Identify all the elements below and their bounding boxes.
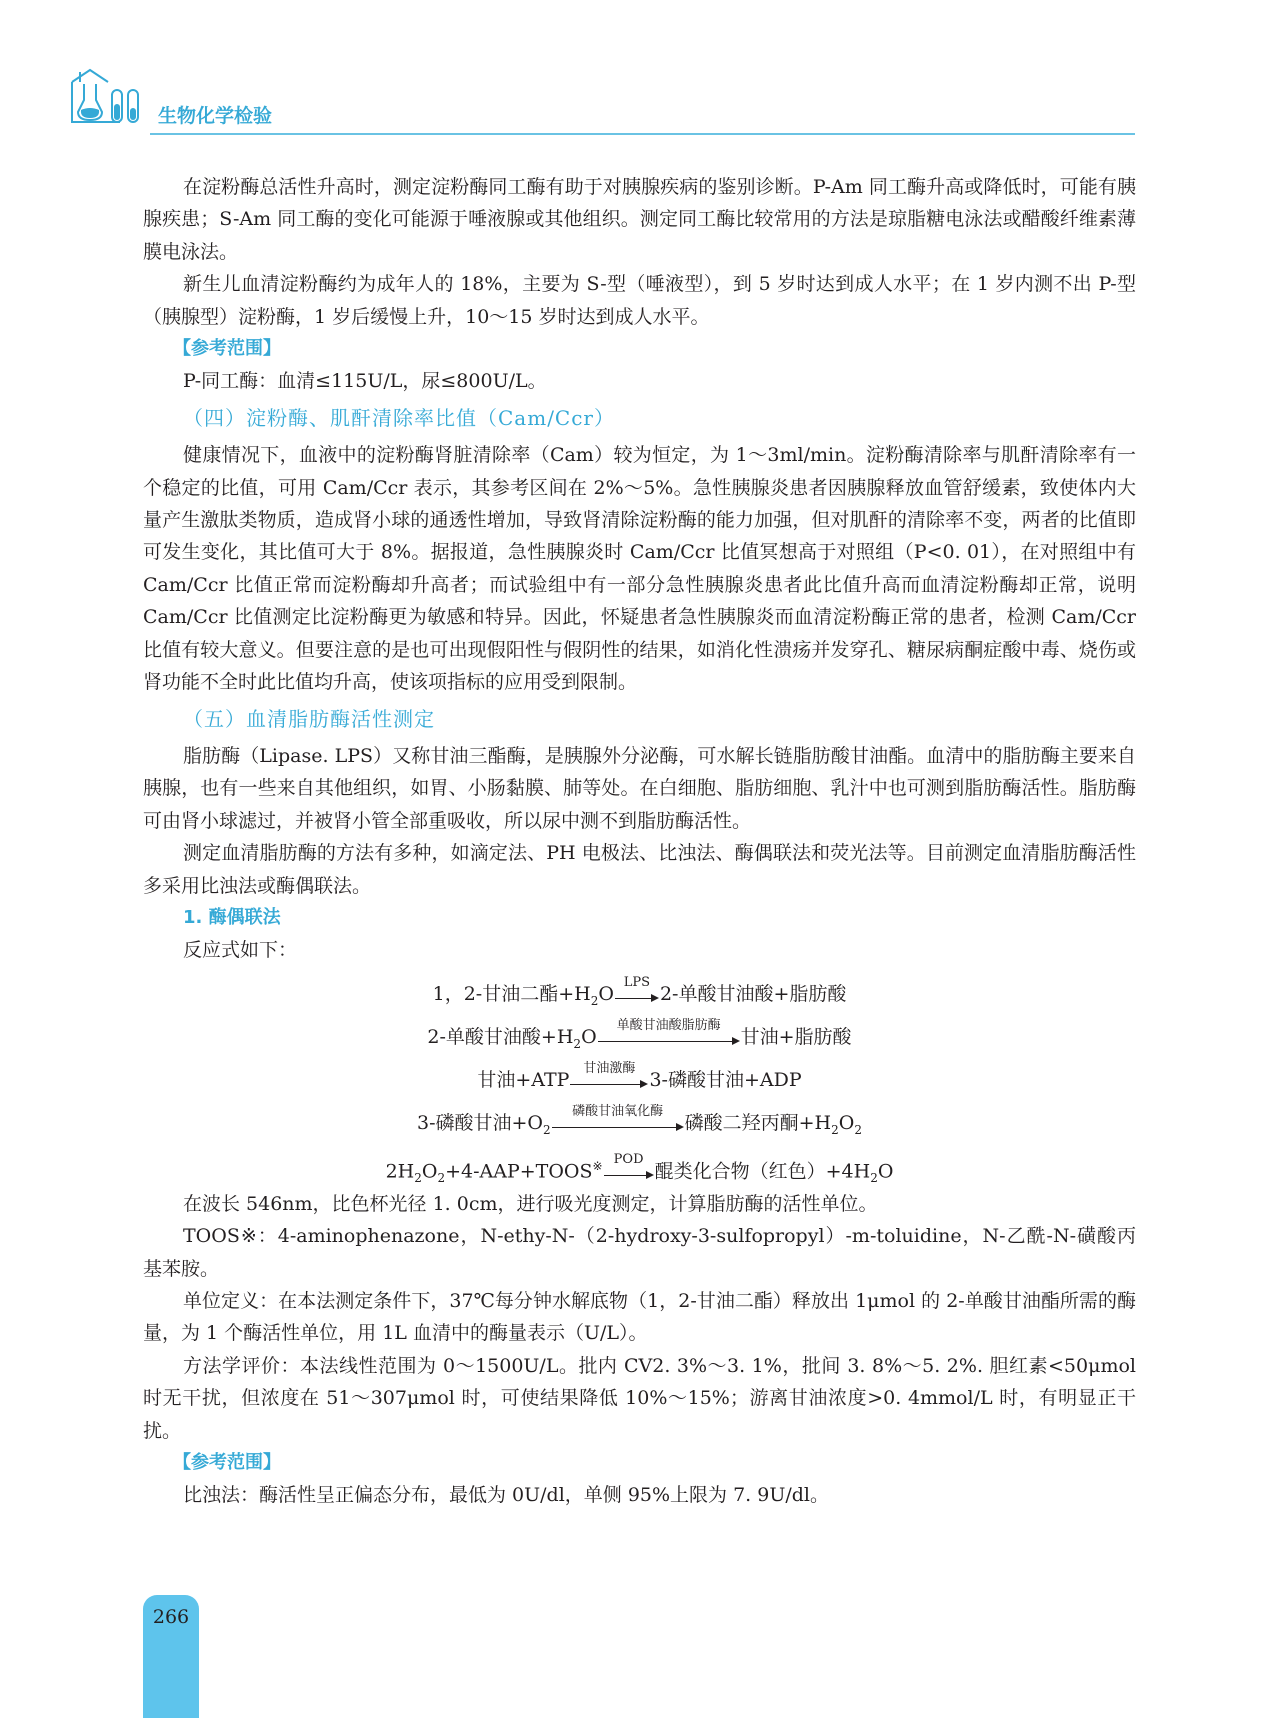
product: 磷酸二羟丙酮+H	[684, 1111, 832, 1134]
reactant: 甘油+ATP	[477, 1068, 570, 1091]
reaction-3	[143, 1059, 1136, 1102]
reaction-arrow	[570, 1060, 648, 1096]
product-suffix: O	[838, 1111, 855, 1134]
reactant-suffix: O	[598, 982, 614, 1005]
reactant: +4-AAP+TOOS	[445, 1160, 593, 1183]
subscript: 2	[870, 1170, 878, 1185]
paragraph-unit-definition: 单位定义：在本法测定条件下，37℃每分钟水解底物（1，2-甘油二酯）释放出 1μmol 的 2-单酸甘油酯所需的酶量，为 1 个酶活性单位，用 1L 血清中的酶量表示（U/L）。	[143, 1289, 1136, 1345]
paragraph-methods: 测定血清脂肪酶的方法有多种，如滴定法、PH 电极法、比浊法、酶偶联法和荧光法等。目前测定血清脂肪酶活性多采用比浊法或酶偶联法。	[143, 842, 1136, 897]
section-4-title: （四）淀粉酶、肌酐清除率比值（Cam/Ccr）	[183, 405, 615, 430]
reaction-2	[143, 1016, 1136, 1059]
book-title: 生物化学检验	[158, 105, 273, 127]
reference-range-heading-2: 【参考范围】	[173, 1452, 281, 1473]
reactant: 2-单酸甘油酸+H	[427, 1025, 574, 1048]
paragraph-lipase: 脂肪酶（Lipase. LPS）又称甘油三酯酶，是胰腺外分泌酶，可水解长链脂肪酸甘油酯。血清中的脂肪酶主要来自胰腺，也有一些来自其他组织，如胃、小肠黏膜、肺等处。在白细胞、脂肪细胞、乳汁中也可测到脂肪酶活性。脂肪酶可由肾小球滤过，并被肾小管全部重吸收，所以尿中测不到脂肪酶活性。	[143, 744, 1136, 832]
reactant-prefix: 2H	[385, 1160, 415, 1183]
subscript: 2	[831, 1122, 839, 1137]
enzyme-label: 单酸甘油酸脂肪酶	[616, 1017, 721, 1033]
enzyme-label: POD	[613, 1152, 644, 1168]
subscript: 2	[590, 993, 599, 1008]
paragraph-method-evaluation: 方法学评价：本法线性范围为 0～1500U/L。批内 CV2. 3%～3. 1%，批间 3. 8%～5. 2%. 胆红素<50μmol 时无干扰，但浓度在 51～307μmol 时，可使结果降低 10%～15%；游离甘油浓度>0. 4mmol/L 时，有明显正干扰。	[143, 1354, 1136, 1442]
paragraph-isoenzyme: 在淀粉酶总活性升高时，测定淀粉酶同工酶有助于对胰腺疾病的鉴别诊断。P-Am 同工酶升高或降低时，可能有胰腺疾患；S-Am 同工酶的变化可能源于唾液腺或其他组织。测定同工酶比较常用的方法是琼脂糖电泳法或醋酸纤维素薄膜电泳法。	[143, 176, 1136, 263]
reactant-suffix: O	[581, 1025, 597, 1048]
reaction-arrow	[615, 974, 659, 1010]
reaction-1	[143, 973, 1136, 1016]
product: 醌类化合物（红色）+4H	[654, 1160, 871, 1183]
reactant: 3-磷酸甘油+O	[416, 1111, 543, 1134]
subscript: 2	[414, 1170, 422, 1185]
reactant: 1，2-甘油二酯+H	[432, 982, 591, 1005]
reference-range-heading: 【参考范围】	[173, 338, 281, 360]
lab-flask-tubes-icon	[68, 62, 148, 132]
section-5-title: （五）血清脂肪酶活性测定	[183, 706, 435, 731]
reaction-equations	[143, 973, 1136, 1188]
subsection-title: 1. 酶偶联法	[183, 906, 281, 928]
reaction-4	[143, 1102, 1136, 1145]
enzyme-label: 甘油激酶	[583, 1060, 636, 1076]
reference-range-text-2: 比浊法：酶活性呈正偏态分布，最低为 0U/dl，单侧 95%上限为 7. 9U/dl。	[183, 1484, 830, 1507]
header-rule	[150, 133, 1135, 135]
reactant-prefix-suffix: O	[421, 1160, 438, 1183]
paragraph-cam-ccr: 健康情况下，血液中的淀粉酶肾脏清除率（Cam）较为恒定，为 1～3ml/min。淀粉酶清除率与肌酐清除率有一个稳定的比值，可用 Cam/Ccr 表示，其参考区间在 2%～5%。急性胰腺炎患者因胰腺释放血管舒缓素，致使体内大量产生激肽类物质，造成肾小球的通透性增加，导致肾清除淀粉酶的能力加强，但对肌酐的清除率不变，两者的比值即可发生变化，其比值可大于 8%。据报道，急性胰腺炎时 Cam/Ccr 比值冥想高于对照组（P<0. 01），在对照组中有 Cam/Ccr 比值正常而淀粉酶却升高者；而试验组中有一部分急性胰腺炎患者此比值升高而血清淀粉酶却正常，说明 Cam/Ccr 比值测定比淀粉酶更为敏感和特异。因此，怀疑患者急性胰腺炎而血清淀粉酶正常的患者，检测 Cam/Ccr 比值有较大意义。但要注意的是也可出现假阳性与假阴性的结果，如消化性溃疡并发穿孔、糖尿病酮症酸中毒、烧伤或肾功能不全时此比值均升高，使该项指标的应用受到限制。	[143, 444, 1136, 694]
subscript: 2	[854, 1122, 862, 1137]
page-number: 266	[152, 1606, 190, 1628]
reaction-5	[143, 1145, 1136, 1188]
subscript: 2	[437, 1170, 446, 1185]
subscript: 2	[543, 1122, 551, 1137]
subscript: 2	[573, 1036, 582, 1051]
enzyme-label: 磷酸甘油氧化酶	[572, 1103, 664, 1119]
product-suffix: O	[877, 1160, 894, 1183]
product: 2-单酸甘油酸+脂肪酸	[659, 982, 847, 1005]
superscript: ※	[592, 1158, 603, 1173]
reaction-intro: 反应式如下：	[183, 939, 298, 962]
reaction-arrow	[604, 1152, 654, 1187]
page-content	[143, 171, 1136, 1512]
reaction-arrow	[552, 1103, 684, 1139]
paragraph-newborn: 新生儿血清淀粉酶约为成年人的 18%，主要为 S-型（唾液型），到 5 岁时达到成人水平；在 1 岁内测不出 P-型（胰腺型）淀粉酶，1 岁后缓慢上升，10～15 岁时达到成人水平。	[143, 273, 1136, 328]
product: 3-磷酸甘油+ADP	[649, 1068, 802, 1091]
reaction-arrow	[598, 1017, 740, 1053]
paragraph-toos-note: TOOS※：4-aminophenazone，N-ethy-N-（2-hydroxy-3-sulfopropyl）-m-toluidine，N-乙酰-N-磺酸丙基苯胺。	[143, 1225, 1136, 1280]
enzyme-label: LPS	[623, 974, 651, 990]
reference-range-text: P-同工酶：血清≤115U/L，尿≤800U/L。	[183, 370, 547, 393]
product: 甘油+脂肪酸	[740, 1025, 852, 1048]
paragraph-measurement: 在波长 546nm，比色杯光径 1. 0cm，进行吸光度测定，计算脂肪酶的活性单位。	[183, 1192, 878, 1215]
